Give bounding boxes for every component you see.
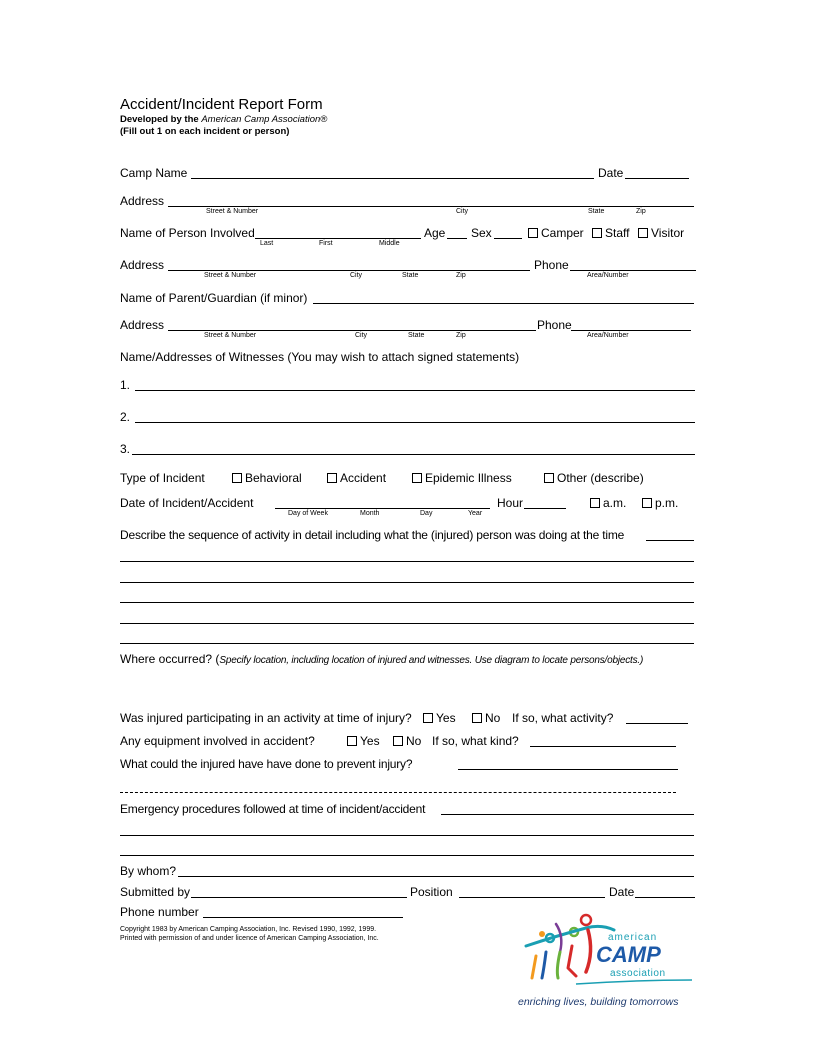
prevent-label: What could the injured have have done to prevent injury? [120, 757, 413, 771]
visitor-option[interactable]: Visitor [638, 226, 684, 240]
what-activity-field[interactable] [626, 723, 688, 724]
date-label: Date [598, 166, 624, 180]
witness-3-field[interactable] [132, 454, 695, 455]
date-of-incident-label: Date of Incident/Accident [120, 496, 254, 510]
where-occurred-label: Where occurred? (Specify location, including location of injured and witnesses. Use diagram to locate persons/objects.) [120, 652, 644, 666]
state-caption: State [588, 208, 605, 215]
area-number-caption: Area/Number [587, 272, 629, 279]
position-label: Position [410, 885, 453, 899]
date-field[interactable] [625, 178, 689, 179]
equipment-label: Any equipment involved in accident? [120, 734, 315, 748]
year-caption: Year [468, 510, 483, 517]
sex-label: Sex [471, 226, 492, 240]
submitted-date-label: Date [609, 885, 635, 899]
am-checkbox[interactable] [590, 498, 600, 508]
emergency-line[interactable] [120, 855, 694, 856]
witness-1-number: 1. [120, 378, 131, 392]
pm-checkbox[interactable] [642, 498, 652, 508]
figure-leg-red [568, 946, 576, 976]
day-of-week-caption: Day of Week [288, 510, 328, 517]
middle-caption: Middle [379, 240, 400, 247]
city-caption: City [456, 208, 469, 215]
phone-label: Phone [534, 258, 569, 272]
zip-caption: Zip [456, 332, 466, 339]
figure-head-orange [539, 931, 545, 937]
phone-label: Phone [537, 318, 572, 332]
equipment-yes-checkbox[interactable] [347, 736, 357, 746]
zip-caption: Zip [456, 272, 466, 279]
person-involved-label: Name of Person Involved [120, 226, 255, 240]
phone-field[interactable] [570, 270, 696, 271]
hour-field[interactable] [524, 508, 566, 509]
figure-head-red [581, 915, 591, 925]
logo-tagline: enriching lives, building tomorrows [518, 996, 679, 1008]
city-caption: City [350, 272, 363, 279]
phone-number-label: Phone number [120, 905, 199, 919]
describe-line[interactable] [120, 582, 694, 583]
month-caption: Month [360, 510, 380, 517]
street-caption: Street & Number [204, 272, 257, 279]
address-field[interactable] [168, 330, 536, 331]
camper-checkbox[interactable] [528, 228, 538, 238]
by-whom-field[interactable] [178, 876, 694, 877]
city-caption: City [355, 332, 368, 339]
submitted-by-label: Submitted by [120, 885, 191, 899]
behavioral-option[interactable]: Behavioral [232, 471, 302, 485]
witness-2-field[interactable] [135, 422, 695, 423]
what-activity-label: If so, what activity? [512, 711, 614, 725]
submitted-date-field[interactable] [635, 897, 695, 898]
person-name-field[interactable] [255, 238, 421, 239]
parent-field[interactable] [313, 303, 694, 304]
incident-date-field[interactable] [275, 508, 490, 509]
zip-caption: Zip [636, 208, 646, 215]
epidemic-option[interactable]: Epidemic Illness [412, 471, 512, 485]
emergency-line[interactable] [120, 835, 694, 836]
age-label: Age [424, 226, 446, 240]
camp-name-label: Camp Name [120, 166, 188, 180]
where-occurred-note: Specify location, including location of injured and witnesses. Use diagram to locate persons/objects.) [219, 655, 644, 666]
figure-body-red [586, 930, 591, 972]
participating-no-checkbox[interactable] [472, 713, 482, 723]
org-name: American Camp Association® [201, 114, 328, 125]
accident-option[interactable]: Accident [327, 471, 386, 485]
parent-label: Name of Parent/Guardian (if minor) [120, 291, 308, 305]
equipment-no-checkbox[interactable] [393, 736, 403, 746]
staff-option[interactable]: Staff [592, 226, 629, 240]
prevent-field[interactable] [458, 769, 678, 770]
phone-number-field[interactable] [203, 917, 403, 918]
participating-yes-option[interactable]: Yes [423, 711, 456, 725]
last-caption: Last [260, 240, 274, 247]
behavioral-checkbox[interactable] [232, 473, 242, 483]
witness-3-number: 3. [120, 442, 131, 456]
other-option[interactable]: Other (describe) [544, 471, 644, 485]
street-caption: Street & Number [204, 332, 257, 339]
describe-label: Describe the sequence of activity in detail including what the (injured) person was doing at the time [120, 528, 625, 542]
type-of-incident-label: Type of Incident [120, 471, 205, 485]
state-caption: State [408, 332, 425, 339]
phone-field[interactable] [571, 330, 691, 331]
address-field[interactable] [168, 270, 530, 271]
copyright-line-1: Copyright 1983 by American Camping Association, Inc. Revised 1990, 1992, 1999. [120, 926, 377, 933]
describe-line[interactable] [120, 623, 694, 624]
staff-checkbox[interactable] [592, 228, 602, 238]
address-field[interactable] [168, 206, 694, 207]
sex-field[interactable] [494, 238, 522, 239]
camp-name-field[interactable] [191, 178, 594, 179]
emergency-label: Emergency procedures followed at time of incident/accident [120, 802, 426, 816]
aca-logo [516, 912, 696, 1012]
describe-field[interactable] [646, 540, 694, 541]
witness-2-number: 2. [120, 410, 131, 424]
equipment-no-option[interactable]: No [393, 734, 421, 748]
logo-word-association: association [610, 968, 666, 979]
logo-underline [576, 980, 692, 984]
developed-by: Developed by the American Camp Association® [120, 114, 328, 125]
day-caption: Day [420, 510, 433, 517]
visitor-checkbox[interactable] [638, 228, 648, 238]
emergency-field[interactable] [441, 814, 694, 815]
logo-word-american: american [608, 932, 658, 943]
participating-no-option[interactable]: No [472, 711, 500, 725]
figure-leg-blue [542, 952, 546, 978]
position-field[interactable] [459, 897, 605, 898]
address-label: Address [120, 318, 165, 332]
address-label: Address [120, 258, 165, 272]
figure-leg-orange [532, 956, 536, 978]
prevent-line[interactable] [120, 792, 676, 793]
equipment-yes-option[interactable]: Yes [347, 734, 380, 748]
state-caption: State [402, 272, 419, 279]
form-title: Accident/Incident Report Form [120, 96, 323, 113]
by-whom-label: By whom? [120, 864, 177, 878]
what-kind-label: If so, what kind? [432, 734, 519, 748]
what-kind-field[interactable] [530, 746, 676, 747]
first-caption: First [319, 240, 333, 247]
pm-option[interactable]: p.m. [642, 496, 678, 510]
figure-purple [556, 924, 561, 952]
participating-yes-checkbox[interactable] [423, 713, 433, 723]
fill-note: (Fill out 1 on each incident or person) [120, 126, 290, 137]
epidemic-checkbox[interactable] [412, 473, 422, 483]
copyright-line-2: Printed with permission of and under licence of American Camping Association, Inc. [120, 935, 379, 942]
logo-word-camp: CAMP [596, 942, 661, 967]
camper-option[interactable]: Camper [528, 226, 584, 240]
other-checkbox[interactable] [544, 473, 554, 483]
describe-line[interactable] [120, 602, 694, 603]
figure-leg-green [557, 952, 560, 978]
area-number-caption: Area/Number [587, 332, 629, 339]
hour-label: Hour [497, 496, 524, 510]
witness-1-field[interactable] [135, 390, 695, 391]
address-label: Address [120, 194, 165, 208]
participating-label: Was injured participating in an activity at time of injury? [120, 711, 412, 725]
street-caption: Street & Number [206, 208, 259, 215]
age-field[interactable] [447, 238, 467, 239]
submitted-by-field[interactable] [191, 897, 407, 898]
am-option[interactable]: a.m. [590, 496, 626, 510]
witnesses-label: Name/Addresses of Witnesses (You may wish to attach signed statements) [120, 350, 520, 364]
accident-checkbox[interactable] [327, 473, 337, 483]
describe-line[interactable] [120, 643, 694, 644]
describe-line[interactable] [120, 561, 694, 562]
